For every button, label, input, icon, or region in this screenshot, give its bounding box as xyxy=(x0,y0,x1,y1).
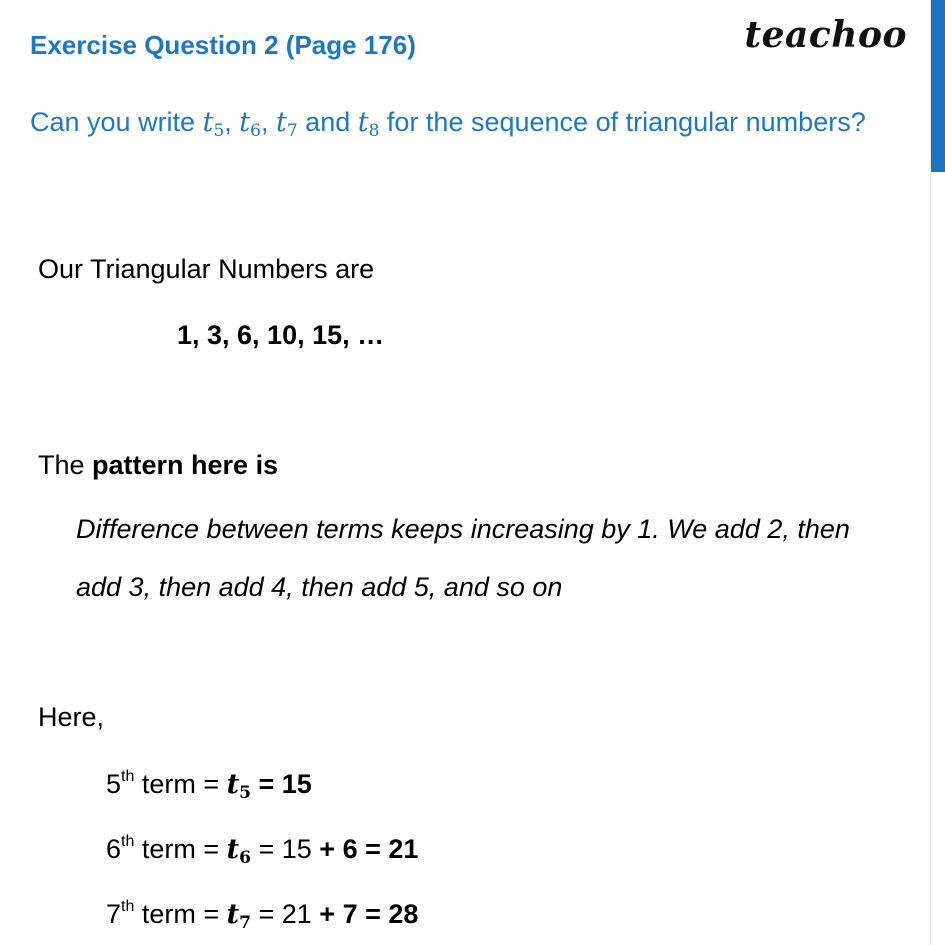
pattern-line-1: Difference between terms keeps increasing by 1. We add 2, then xyxy=(76,514,850,544)
pattern-bold: pattern here is xyxy=(92,450,279,480)
term-row-7: 7th term = $t_7 = 21 + 7 = 28$ xyxy=(106,898,419,933)
page-title: Exercise Question 2 (Page 176) xyxy=(30,30,416,60)
term-variable: $t_7$ xyxy=(226,899,251,933)
teachoo-logo[interactable]: teachoo xyxy=(744,14,907,56)
pattern-line-2: add 3, then add 4, then add 5, and so on xyxy=(76,572,563,602)
sequence-text: 1, 3, 6, 10, 15, … xyxy=(177,320,385,350)
question-part2: for the sequence of triangular numbers? xyxy=(379,107,866,137)
here-text: Here, xyxy=(38,702,105,732)
term-variable: $t_5$ xyxy=(226,769,251,803)
term-variable: $t_6$ xyxy=(226,834,251,868)
scrollbar[interactable] xyxy=(930,0,945,945)
separator: , xyxy=(224,107,240,137)
intro-text: Our Triangular Numbers are xyxy=(38,254,375,284)
var-t6: $t_6$ xyxy=(239,107,261,141)
question-part1: Can you write xyxy=(30,107,203,137)
term-row-6: 6th term = $t_6 = 15 + 6 = 21$ xyxy=(106,833,419,868)
var-t8: $t_8$ xyxy=(357,107,380,141)
var-t5: $t_5$ xyxy=(202,107,225,141)
var-t7: $t_7$ xyxy=(275,107,298,141)
separator: , xyxy=(260,107,276,137)
scrollbar-thumb[interactable] xyxy=(931,0,945,172)
pattern-prefix: The xyxy=(38,450,93,480)
pattern-heading xyxy=(38,450,278,481)
term-row-5: 5th term = $t_5 = 15$ xyxy=(106,768,312,803)
and-word: and xyxy=(297,107,358,137)
question-text xyxy=(30,94,890,160)
